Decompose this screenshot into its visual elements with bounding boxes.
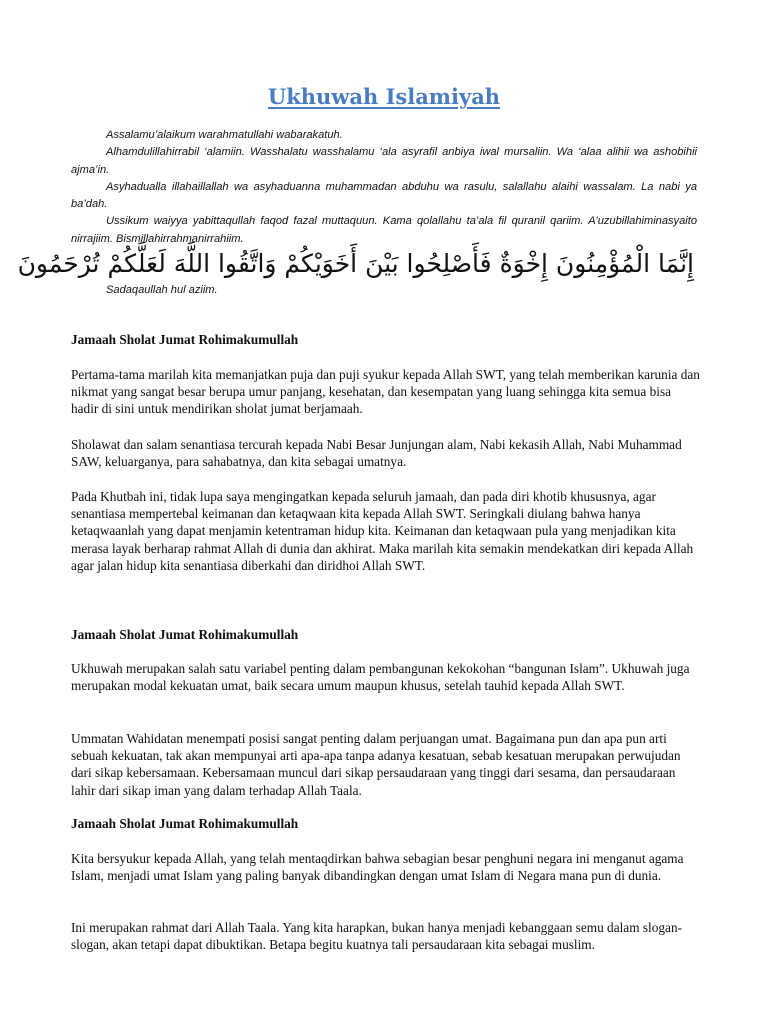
paragraph-text: Ukhuwah merupakan salah satu variabel penting dalam pembangunan kekokohan “bangunan Islam”. Ukhuwah juga merupakan modal kekuatan umat, baik secara umum maupun khusus, setelah tauhid kepada Allah SWT. <box>71 661 690 694</box>
paragraph-text: Sholawat dan salam senantiasa tercurah kepada Nabi Besar Junjungan alam, Nabi kekasih Allah, Nabi Muhammad SAW, keluarganya, para sahabatnya, dan kita sebagai umatnya. <box>71 437 682 470</box>
document-title: Ukhuwah Islamiyah <box>267 84 501 109</box>
closing-line: Sadaqaullah hul aziim. <box>106 284 218 296</box>
opening-line: Alhamdulillahirrabil ‘alamiin. Wasshalatu wasshalamu ‘ala asyrafil anbiya iwal mursaliin. Wa ‘alaa alihii wa ashobihii ajma’in. <box>71 146 697 176</box>
paragraph <box>71 850 701 884</box>
section-heading: Jamaah Sholat Jumat Rohimakumullah <box>71 627 299 642</box>
paragraph <box>71 366 701 418</box>
paragraph-text: Ini merupakan rahmat dari Allah Taala. Yang kita harapkan, bukan hanya menjadi kebanggaan semu dalam slogan-slogan, akan tetapi dapat dibuktikan. Betapa begitu kuatnya tali persaudaraan kita sebagai muslim. <box>71 920 683 953</box>
opening-greeting <box>71 127 697 248</box>
section-heading: Jamaah Sholat Jumat Rohimakumullah <box>71 816 299 831</box>
paragraph <box>71 660 701 694</box>
paragraph <box>71 488 701 574</box>
paragraph <box>71 730 701 799</box>
opening-line: Assalamu’alaikum warahmatullahi wabarakatuh. <box>106 129 343 141</box>
paragraph-text: Pertama-tama marilah kita memanjatkan puja dan puji syukur kepada Allah SWT, yang telah memberikan karunia dan nikmat yang sangat besar berupa umur panjang, kesehatan, dan kesempatan yang luang sehingga kita semua bisa hadir di sini untuk mendirikan sholat jumat berjamaah. <box>71 367 700 417</box>
paragraph-text: Kita bersyukur kepada Allah, yang telah mentaqdirkan bahwa sebagian besar penghuni negara ini menganut agama Islam, menjadi umat Islam yang paling banyak dibandingkan dengan umat Islam di Negara mana pun di dunia. <box>71 851 684 884</box>
opening-line: Ussikum waiyya yabittaqullah faqod fazal muttaquun. Kama qolallahu ta’ala fil quranil qariim. A’uzubillahiminasyaito nirrajiim. Bismillahirrahmanirrahiim. <box>71 215 697 245</box>
section-heading: Jamaah Sholat Jumat Rohimakumullah <box>71 332 299 347</box>
paragraph-text: Ummatan Wahidatan menempati posisi sangat penting dalam perjuangan umat. Bagaimana pun dan apa pun arti sebuah kekuatan, tak akan mempunyai arti apa-apa tanpa adanya kesatuan, sebab kesatuan merupakan perwujudan dari sikap kebersamaan. Kebersamaan muncul dari sikap persaudaraan yang tinggi dari sesama, dan persaudaraan lahir dari sikap iman yang dalam terhadap Allah Taala. <box>71 731 681 798</box>
opening-line: Asyhadualla illahaillallah wa asyhaduanna muhammadan abduhu wa rasulu, salallahu alaihi wassalam. La nabi ya ba’dah. <box>71 180 697 211</box>
paragraph <box>71 436 701 470</box>
arabic-verse: إِنَّمَا الْمُؤْمِنُونَ إِخْوَةٌ فَأَصْلِحُوا بَيْنَ أَخَوَيْكُمْ وَاتَّقُوا اللَّهَ لَعَلَّكُمْ تُرْحَمُونَ <box>17 249 694 278</box>
paragraph <box>71 919 701 953</box>
paragraph-text: Pada Khutbah ini, tidak lupa saya mengingatkan kepada seluruh jamaah, dan pada diri khotib khususnya, agar senantiasa mempertebal keimanan dan ketaqwaan kita kepada Allah SWT. Seringkali diulang bahwa hanya ketaqwaanlah yang dapat menjamin ketentraman hidup kita. Keimanan dan ketaqwaan pula yang menjadikan kita merasa layak berharap rahmat Allah di dunia dan akhirat. Maka marilah kita semakin mendekatkan diri kepada Allah agar jalan hidup kita senantiasa diberkahi dan diridhoi Allah SWT. <box>71 489 694 573</box>
